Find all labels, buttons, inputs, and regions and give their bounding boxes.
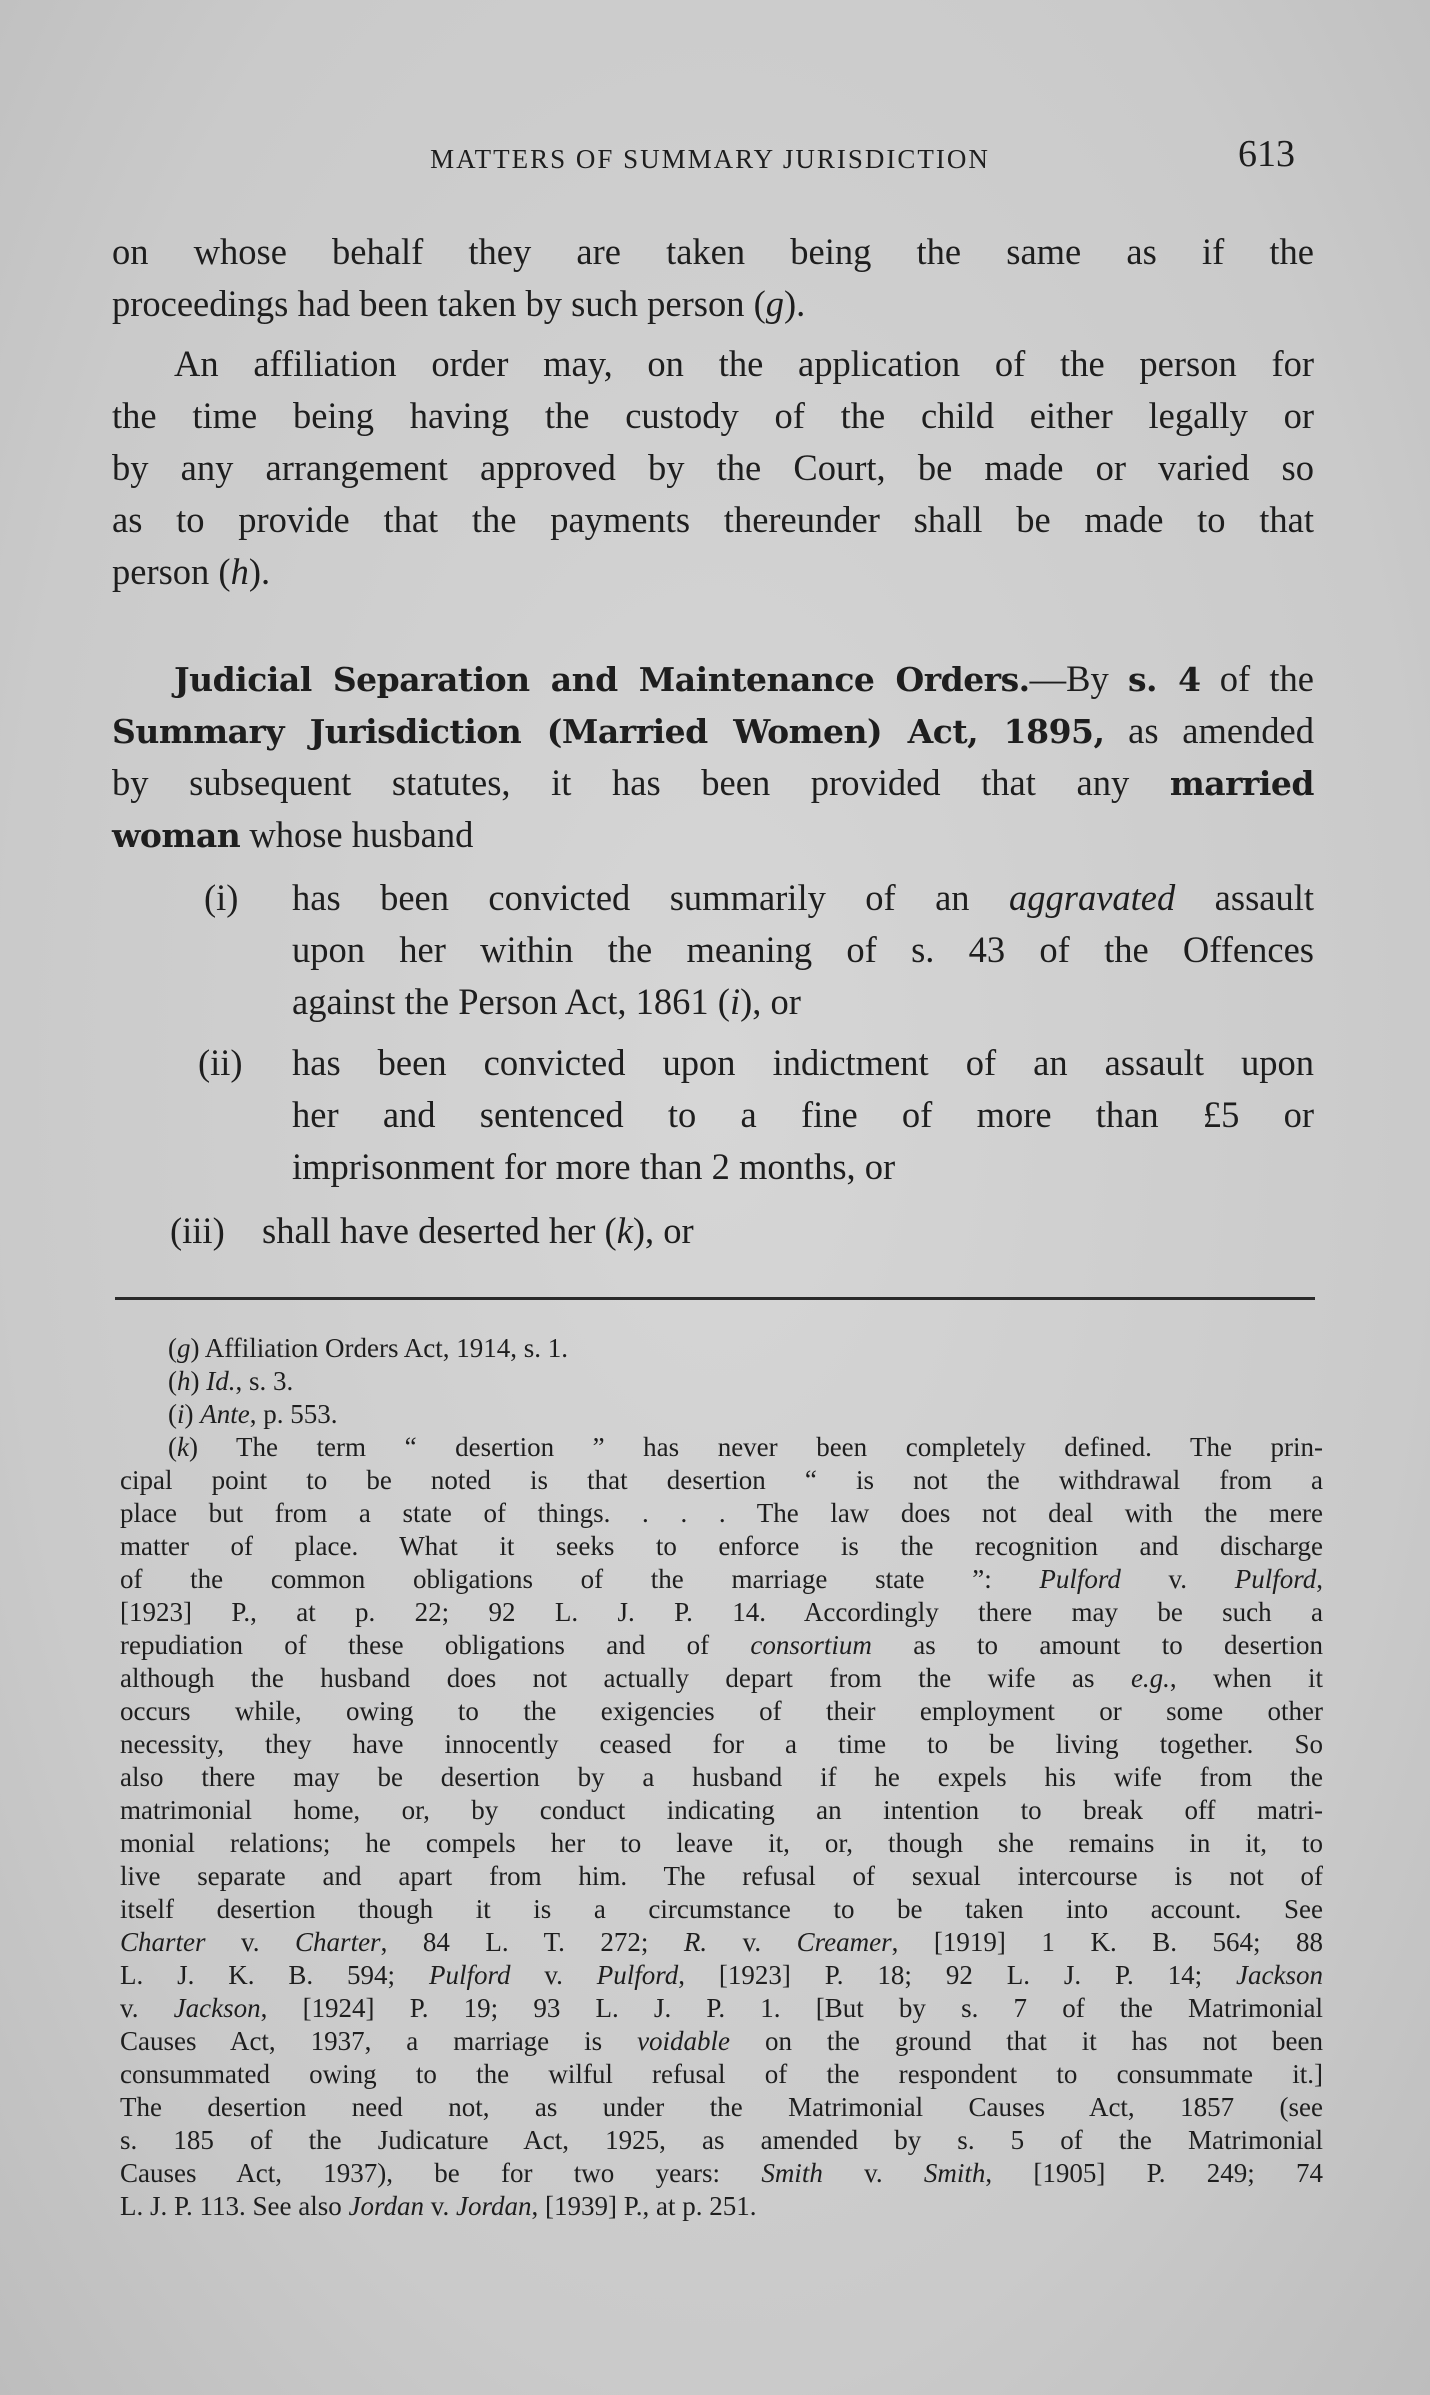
text-run: v. [424,2191,456,2221]
italic-text: Charter [120,1927,206,1957]
text-run: L. J. P. 113. See also [120,2191,349,2221]
text-run: v. [205,1927,296,1957]
text-run: ). [784,283,806,324]
footnote-line [120,1332,1323,1365]
italic-text: consortium [750,1630,872,1660]
text-line [262,1205,1314,1257]
text-run: , [1905] P. 249; 74 [985,2158,1323,2188]
text-run: ( [168,1333,177,1363]
italic-text: h [177,1366,191,1396]
text-line [112,705,1314,757]
text-run: , when it [1169,1663,1323,1693]
text-line [292,1037,1314,1089]
text-run: Causes Act, 1937), be for two years: [120,2158,762,2188]
text-run: upon her within the meaning of s. 43 of the Offences [292,929,1314,970]
text-run: ) The term “ desertion ” has never been completely defined. The prin- [188,1432,1323,1462]
footnote-line [120,1959,1323,1992]
text-line [112,278,1314,330]
text-line [292,872,1314,924]
text-run: An affiliation order may, on the application of the person for [174,343,1314,384]
text-run: person ( [112,551,231,592]
italic-text: i [729,981,741,1022]
text-run: proceedings had been taken by such person ( [112,283,766,324]
text-run: The desertion need not, as under the Matrimonial Causes Act, 1857 (see [120,2092,1323,2122]
footnote-line [120,2091,1323,2124]
text-run: matrimonial home, or, by conduct indicating an intention to break off matri- [120,1795,1323,1825]
footnote-line [120,2058,1323,2091]
footnote-line [120,1431,1323,1464]
text-run: of the [1200,658,1314,699]
italic-text: h [230,551,249,592]
footnote-line [120,1992,1323,2025]
text-run: assault [1175,877,1314,918]
text-run: ), or [740,981,801,1022]
italic-text: Pulford [1234,1564,1317,1594]
footnotes [120,1332,1323,2223]
text-run: live separate and apart from him. The refusal of sexual intercourse is not of [120,1861,1323,1891]
text-run: v. [707,1927,797,1957]
text-line [112,976,1314,1028]
list-item-iii [112,1205,1314,1257]
running-header [0,133,1430,178]
footnote-line [120,1827,1323,1860]
text-run: of the common obligations of the marriage state ”: [120,1564,1040,1594]
italic-text: Jordan [456,2191,532,2221]
footnote-line [120,1926,1323,1959]
text-run: repudiation of these obligations and of [120,1630,751,1660]
text-run: against the Person Act, 1861 ( [292,981,730,1022]
text-run: —By [1029,658,1128,699]
text-run: by any arrangement approved by the Court, be made or varied so [112,447,1314,488]
bold-text: Judicial Separation and Maintenance Orders. [174,660,1030,699]
italic-text: Smith [761,2158,823,2188]
italic-text: Charter [295,1927,381,1957]
list-item-i [112,872,1314,924]
italic-text: Pulford [1039,1564,1121,1594]
list-number: (i) [204,877,239,918]
text-run: , [1316,1564,1323,1594]
italic-text: g [765,283,784,324]
text-line [112,494,1314,546]
text-run: , [1923] P. 18; 92 L. J. P. 14; [678,1960,1237,1990]
text-run: matter of place. What it seeks to enforce is the recognition and discharge [120,1531,1323,1561]
text-run: has been convicted upon indictment of an assault upon [292,1042,1314,1083]
italic-text: Jackson [1236,1960,1323,1990]
list-item-ii [112,1037,1314,1089]
footnote-line [120,1662,1323,1695]
footnote-line [120,1596,1323,1629]
bold-text: woman [112,816,241,855]
bold-text: married [1169,764,1314,803]
text-run: ), or [632,1210,694,1251]
text-line [112,924,1314,976]
italic-text: Jordan [348,2191,424,2221]
text-run: s. 185 of the Judicature Act, 1925, as amended by s. 5 of the Matrimonial [120,2125,1323,2155]
text-run: , s. 3. [235,1366,294,1396]
italic-text: i [177,1399,185,1429]
text-run: ) Affiliation Orders Act, 1914, s. 1. [190,1333,568,1363]
italic-text: Pulford [428,1960,511,1990]
footnote-line [120,1398,1323,1431]
text-run: whose husband [240,814,474,855]
text-line [112,1089,1314,1141]
text-run: as to provide that the payments thereunder shall be made to that [112,499,1314,540]
text-line [112,442,1314,494]
text-run: ( [168,1399,177,1429]
text-run: has been convicted summarily of an [292,877,1009,918]
running-title: MATTERS OF SUMMARY JURISDICTION [430,144,990,174]
footnote-line [120,1365,1323,1398]
footnote-line [120,1563,1323,1596]
text-run: ) [184,1399,201,1429]
text-run: as to amount to desertion [871,1630,1323,1660]
text-run: [1923] P., at p. 22; 92 L. J. P. 14. Accordingly there may be such a [120,1597,1323,1627]
footnote-line [120,2025,1323,2058]
text-run: itself desertion though it is a circumstance to be taken into account. See [120,1894,1323,1924]
footnote-line [120,1860,1323,1893]
list-number: (iii) [170,1210,225,1251]
footnote-line [120,2124,1323,2157]
text-run: ( [168,1366,177,1396]
footnote-line [120,1530,1323,1563]
text-run: , [1924] P. 19; 93 L. J. P. 1. [But by s. 7 of the Matrimonial [260,1993,1323,2023]
italic-text: k [616,1210,633,1251]
italic-text: aggravated [1008,877,1176,918]
footnote-line [120,1464,1323,1497]
italic-text: Id. [206,1366,236,1396]
footnote-line [120,1794,1323,1827]
text-run: place but from a state of things. . . . The law does not deal with the mere [120,1498,1323,1528]
text-run: L. J. K. B. 594; [120,1960,429,1990]
text-run: v. [510,1960,597,1990]
text-run: v. [1120,1564,1235,1594]
text-run: on whose behalf they are taken being the same as if the [112,231,1314,272]
footnote-line [120,1629,1323,1662]
text-run: occurs while, owing to the exigencies of their employment or some other [120,1696,1323,1726]
italic-text: Pulford [596,1960,679,1990]
text-run: Causes Act, 1937, a marriage is [120,2026,638,2056]
text-run: , [1939] P., at p. 251. [531,2191,757,2221]
footnote-line [120,1761,1323,1794]
text-line [112,226,1314,278]
footnote-line [120,1893,1323,1926]
italic-text: Smith [923,2158,986,2188]
text-run: , p. 553. [249,1399,338,1429]
text-line [112,390,1314,442]
text-line [112,338,1314,390]
text-run: also there may be desertion by a husband if he expels his wife from the [120,1762,1323,1792]
italic-text: Ante [200,1399,250,1429]
footnote-line [120,1497,1323,1530]
text-run: on the ground that it has not been [730,2026,1323,2056]
text-run: by subsequent statutes, it has been provided that any [112,762,1170,803]
italic-text: Jackson [173,1993,261,2023]
text-run: , 84 L. T. 272; [380,1927,684,1957]
footnote-divider [115,1297,1315,1300]
text-run: v. [120,1993,174,2023]
text-line [112,757,1314,809]
italic-text: voidable [637,2026,731,2056]
section-heading-line [112,653,1314,705]
footnote-line [120,1695,1323,1728]
bold-text: s. 4 [1127,660,1201,699]
footnote-line [120,2157,1323,2190]
text-run: ) [190,1366,207,1396]
body-text [112,226,1314,1257]
page-number: 613 [1238,133,1295,175]
text-run: shall have deserted her ( [262,1210,617,1251]
text-run: although the husband does not actually depart from the wife as [120,1663,1131,1693]
footnote-line [120,1728,1323,1761]
italic-text: g [177,1333,191,1363]
text-run: her and sentenced to a fine of more than £5 or [292,1094,1314,1135]
italic-text: e.g. [1130,1663,1170,1693]
text-run: cipal point to be noted is that desertion “ is not the withdrawal from a [120,1465,1323,1495]
text-line [112,1141,1314,1193]
text-run: , [1919] 1 K. B. 564; 88 [891,1927,1323,1957]
text-run: imprisonment for more than 2 months, or [292,1146,896,1187]
text-line [112,546,1314,598]
text-run: ). [248,551,271,592]
text-run: v. [822,2158,924,2188]
list-number: (ii) [198,1042,243,1083]
text-run: necessity, they have innocently ceased for a time to be living together. So [120,1729,1323,1759]
italic-text: Creamer [796,1927,892,1957]
text-run: monial relations; he compels her to leave it, or, though she remains in it, to [120,1828,1323,1858]
italic-text: R. [683,1927,708,1957]
text-run: consummated owing to the wilful refusal of the respondent to consummate it.] [120,2059,1323,2089]
text-run: ( [168,1432,177,1462]
text-run: as amended [1104,710,1314,751]
italic-text: k [177,1432,189,1462]
text-line [112,809,1314,861]
text-run: the time being having the custody of the child either legally or [112,395,1314,436]
bold-text: Summary Jurisdiction (Married Women) Act, 1895, [112,712,1105,751]
footnote-line [120,2190,1323,2223]
